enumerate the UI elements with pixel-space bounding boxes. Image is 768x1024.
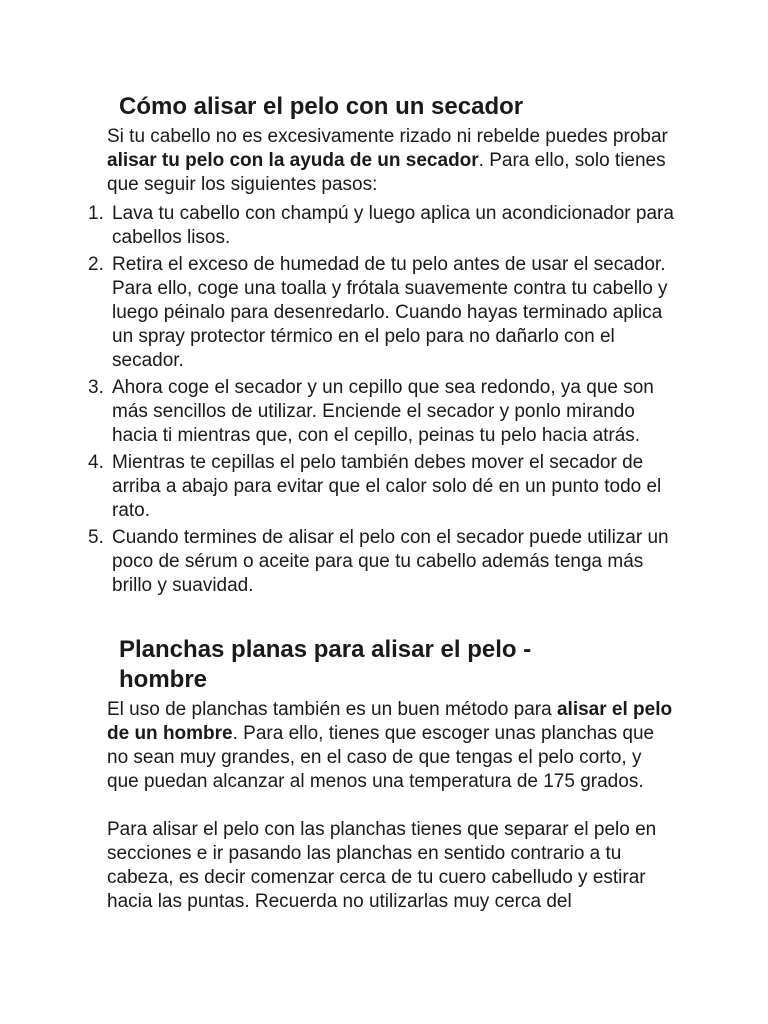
section-heading-secador: Cómo alisar el pelo con un secador [119,93,524,120]
intro-bold-text: alisar tu pelo con la ayuda de un secador [107,150,479,171]
planchas-text-end: . Para ello, tienes que escoger unas planchas que no sean muy grandes, en el caso de que tengas el pelo corto, y que puedan alcanzar al menos una temperatura de 175 grados. [107,723,655,792]
list-item [88,376,678,448]
step-number: 3. [88,377,104,398]
planchas-text-start: El uso de planchas también es un buen método para [107,699,557,720]
section-heading-planchas: Planchas planas para alisar el pelo - hombre [119,636,532,693]
list-item [88,526,678,598]
step-text: Cuando termines de alisar el pelo con el secador puede utilizar un poco de sérum o aceite para que tu cabello además tenga más brillo y suavidad. [112,527,669,596]
step-text: Lava tu cabello con champú y luego aplica un acondicionador para cabellos lisos. [112,203,674,248]
list-item [88,202,678,250]
list-item [88,253,678,373]
list-item [88,451,678,523]
planchas-paragraph-1 [107,698,677,794]
intro-text-end: . Para ello, solo tienes que seguir los siguientes pasos: [107,150,666,195]
step-text: Retira el exceso de humedad de tu pelo antes de usar el secador. Para ello, coge una toalla y frótala suavemente contra tu cabello y luego péinalo para desenredarlo. Cuando hayas terminado aplica un spray protector térmico en el pelo para no dañarlo con el secador. [112,254,668,371]
step-number: 2. [88,254,104,275]
steps-list [88,202,678,601]
step-number: 5. [88,527,104,548]
intro-paragraph [107,125,677,197]
planchas-paragraph-2: Para alisar el pelo con las planchas tienes que separar el pelo en secciones e ir pasando las planchas en sentido contrario a tu cabeza, es decir comenzar cerca de tu cuero cabelludo y estirar hacia las puntas. Recuerda no utilizarlas muy cerca del [107,819,657,912]
step-text: Ahora coge el secador y un cepillo que sea redondo, ya que son más sencillos de utilizar. Enciende el secador y ponlo mirando hacia ti mientras que, con el cepillo, peinas tu pelo hacia atrás. [112,377,654,446]
step-number: 1. [88,203,104,224]
planchas-bold-text: alisar el pelo de un hombre [107,699,673,744]
step-number: 4. [88,452,104,473]
step-text: Mientras te cepillas el pelo también debes mover el secador de arriba a abajo para evitar que el calor solo dé en un punto todo el rato. [112,452,662,521]
intro-text-start: Si tu cabello no es excesivamente rizado ni rebelde puedes probar [107,126,668,147]
